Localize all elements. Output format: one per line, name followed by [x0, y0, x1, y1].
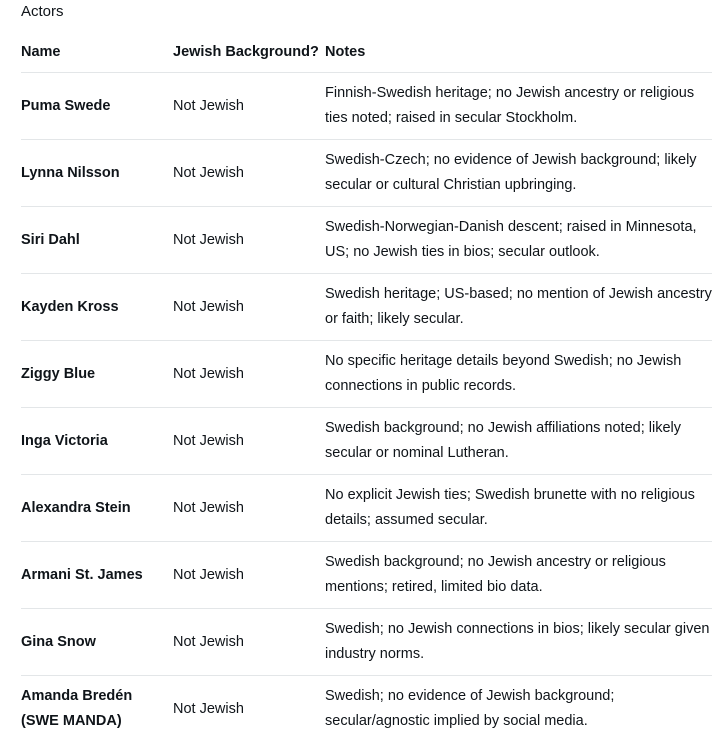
table-row	[21, 341, 712, 408]
cell-jewish-background: Not Jewish	[173, 701, 244, 717]
cell-notes: No specific heritage details beyond Swedish; no Jewish connections in public records.	[325, 341, 712, 408]
cell-jewish-background: Not Jewish	[173, 475, 325, 542]
column-header-name: Name	[21, 32, 173, 73]
table-row	[21, 408, 712, 475]
actors-table	[21, 32, 712, 742]
table-row	[21, 274, 712, 341]
cell-notes: Swedish background; no Jewish affiliations noted; likely secular or nominal Lutheran.	[325, 408, 712, 475]
table-row	[21, 609, 712, 676]
cell-jewish-background: Not Jewish	[173, 341, 325, 408]
cell-notes: Swedish; no Jewish connections in bios; likely secular given industry norms.	[325, 609, 712, 676]
cell-name: Gina Snow	[21, 609, 173, 676]
cell-name: Puma Swede	[21, 73, 173, 140]
cell-name: Armani St. James	[21, 542, 173, 609]
cell-jewish-background: Not Jewish	[173, 274, 325, 341]
table-header-row	[21, 32, 712, 73]
cell-jewish-background: Not Jewish	[173, 542, 325, 609]
cell-notes: Swedish background; no Jewish ancestry or religious mentions; retired, limited bio data.	[325, 542, 712, 609]
cell-notes: Swedish heritage; US-based; no mention of Jewish ancestry or faith; likely secular.	[325, 274, 712, 341]
column-header-jewish-background: Jewish Background?	[173, 32, 325, 73]
table-row	[21, 542, 712, 609]
table-row	[21, 207, 712, 274]
cell-name: Inga Victoria	[21, 408, 173, 475]
cell-notes: Swedish-Czech; no evidence of Jewish background; likely secular or cultural Christian upbringing.	[325, 140, 712, 207]
section-title: Actors	[21, 3, 64, 20]
cell-notes: Finnish-Swedish heritage; no Jewish ancestry or religious ties noted; raised in secular Stockholm.	[325, 73, 712, 140]
cell-jewish-background: Not Jewish	[173, 609, 325, 676]
table-row	[21, 475, 712, 542]
table-row	[21, 73, 712, 140]
cell-name: Alexandra Stein	[21, 475, 173, 542]
column-header-notes: Notes	[325, 32, 712, 73]
table-row	[21, 676, 712, 743]
cell-name: Ziggy Blue	[21, 341, 173, 408]
table-row	[21, 140, 712, 207]
cell-notes: Swedish; no evidence of Jewish background; secular/agnostic implied by social media.	[325, 688, 615, 729]
cell-jewish-background: Not Jewish	[173, 140, 325, 207]
cell-jewish-background: Not Jewish	[173, 207, 325, 274]
cell-jewish-background: Not Jewish	[173, 408, 325, 475]
cell-notes: Swedish-Norwegian-Danish descent; raised in Minnesota, US; no Jewish ties in bios; secular outlook.	[325, 207, 712, 274]
cell-name: Lynna Nilsson	[21, 140, 173, 207]
cell-notes: No explicit Jewish ties; Swedish brunette with no religious details; assumed secular.	[325, 475, 712, 542]
cell-jewish-background: Not Jewish	[173, 73, 325, 140]
cell-name: Siri Dahl	[21, 207, 173, 274]
cell-name: Amanda Bredén (SWE MANDA)	[21, 688, 133, 729]
cell-name: Kayden Kross	[21, 274, 173, 341]
